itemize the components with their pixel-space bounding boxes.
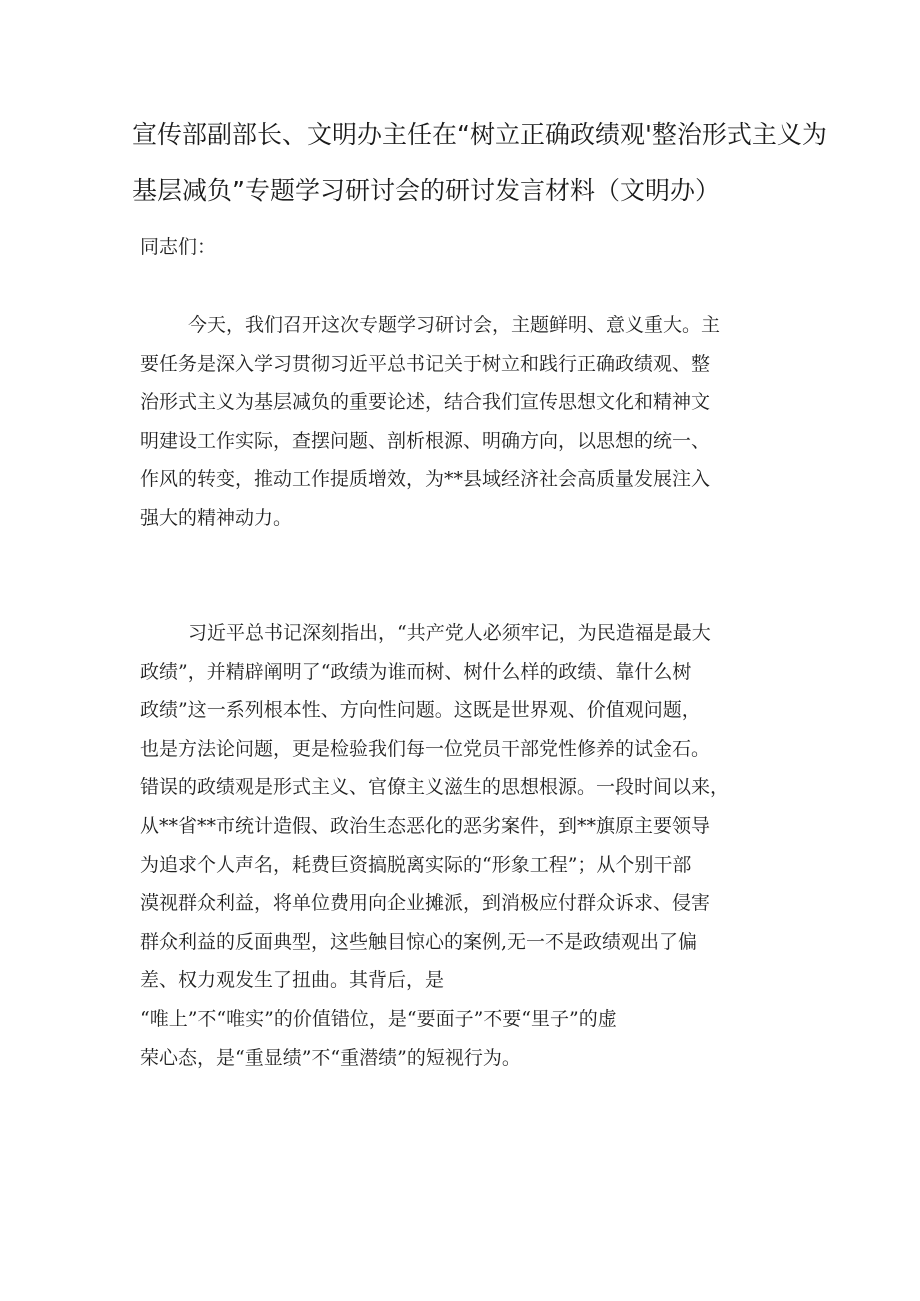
greeting-text: 同志们：: [140, 236, 217, 258]
title-line: 宣传部副部长、文明办主任在“树立正确政绩观'整治形式主义为: [132, 120, 827, 149]
paragraph-line: 作风的转变，推动工作提质增效，为**县域经济社会高质量发展注入: [140, 468, 711, 491]
paragraph-line: 群众利益的反面典型，这些触目惊心的案例,无一不是政绩观出了偏: [140, 930, 698, 953]
paragraph-line: 政绩”，并精辟阐明了“政绩为谁而树、树什么样的政绩、靠什么树: [140, 660, 692, 683]
paragraph-line: 荣心态，是“重显绩”不“重潜绩”的短视行为。: [140, 1046, 521, 1069]
paragraph-line: 治形式主义为基层减负的重要论述，结合我们宣传思想文化和精神文: [140, 391, 711, 414]
title-line: 基层减负”专题学习研讨会的研讨发言材料（文明办）: [132, 176, 720, 205]
paragraph-line: 要任务是深入学习贯彻习近平总书记关于树立和践行正确政绩观、整: [140, 352, 711, 375]
paragraph-line: 习近平总书记深刻指出，“共产党人必须牢记，为民造福是最大: [188, 622, 711, 644]
paragraph-2: [140, 614, 790, 1077]
paragraph-line: 漠视群众利益，将单位费用向企业摊派，到消极应付群众诉求、侵害: [140, 892, 711, 915]
paragraph-line: 差、权力观发生了扭曲。其背后，是: [140, 969, 445, 992]
document-title: [132, 107, 827, 219]
paragraph-line: 从**省**市统计造假、政治生态恶化的恶劣案件，到**旗原主要领导: [140, 814, 711, 837]
paragraph-line: 错误的政绩观是形式主义、官僚主义滋生的思想根源。一段时间以来，: [140, 776, 730, 799]
paragraph-line: 明建设工作实际，查摆问题、剖析根源、明确方向，以思想的统一、: [140, 429, 711, 452]
paragraph-line: 政绩”这一系列根本性、方向性问题。这既是世界观、价值观问题，: [140, 699, 701, 722]
paragraph-1: [140, 306, 790, 538]
greeting: [140, 228, 790, 267]
paragraph-line: 也是方法论问题，更是检验我们每一位党员干部党性修养的试金石。: [140, 737, 711, 760]
paragraph-line: 今天，我们召开这次专题学习研讨会，主题鲜明、意义重大。主: [188, 314, 721, 336]
paragraph-line: 为追求个人声名，耗费巨资搞脱离实际的“形象工程”；从个别干部: [140, 853, 692, 876]
paragraph-line: “唯上”不“唯实”的价值错位，是“要面子”不要“里子”的虚: [140, 1007, 617, 1030]
paragraph-line: 强大的精神动力。: [140, 506, 293, 529]
